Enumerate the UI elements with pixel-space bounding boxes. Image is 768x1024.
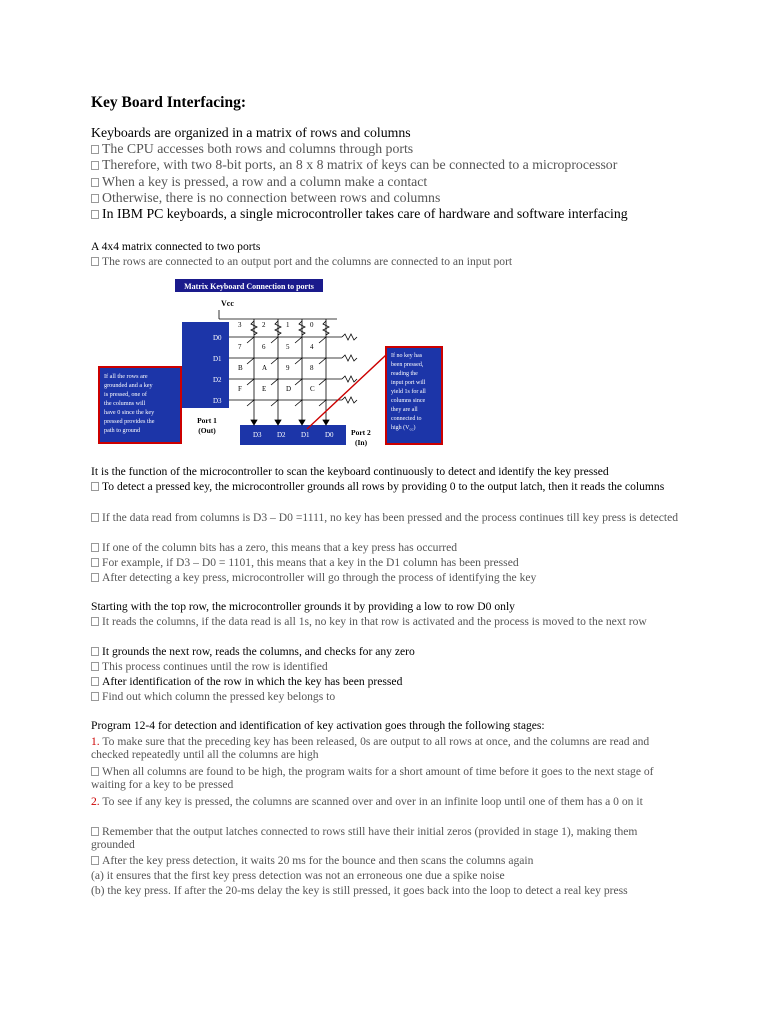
program-step-2-note: Remember that the output latches connected to rows still have their initial zeros (provided in stage 1), making them grounded	[91, 825, 638, 852]
port2-label: Port 2	[351, 428, 371, 437]
bullet-box-icon	[91, 210, 99, 219]
key-label: 8	[310, 364, 314, 372]
bullet-box-icon	[91, 767, 99, 776]
svg-text:they are all: they are all	[391, 407, 418, 413]
rowscan-bullet: It reads the columns, if the data read is all 1s, no key in that row is activated and the process is moved to the next row	[91, 615, 681, 628]
intro-bullet: Otherwise, there is no connection between rows and columns	[91, 190, 681, 206]
bullet-box-icon	[91, 827, 99, 836]
key-label: F	[238, 385, 242, 393]
key-label: D	[286, 385, 292, 393]
rowscan-heading: Starting with the top row, the microcontroller grounds it by providing a low to row D0 only	[91, 600, 515, 613]
program-item-a: (a) it ensures that the first key press detection was not an erroneous one due a spike noise	[91, 869, 505, 882]
row-resistors	[342, 334, 357, 403]
svg-text:grounded and a key: grounded and a key	[104, 382, 153, 389]
scan-bullet: If one of the column bits has a zero, this means that a key press has occurred	[91, 541, 681, 554]
bullet-box-icon	[91, 513, 99, 522]
scan-heading: It is the function of the microcontroller to scan the keyboard continuously to detect and identify the key pressed	[91, 465, 609, 478]
program-step-1: 1. To make sure that the preceding key has been released, 0s are output to all rows at once, and the columns are read and checked repeatedly until all the columns are high	[91, 735, 650, 762]
scan-bullet: To detect a pressed key, the microcontroller grounds all rows by providing 0 to the output latch, then it reads the columns	[91, 480, 681, 493]
bullet-box-icon	[91, 178, 99, 187]
column-arrows	[251, 420, 329, 425]
rowscan-bullet: This process continues until the row is identified	[91, 660, 681, 673]
port1-sub: (Out)	[198, 426, 216, 435]
key-label: 2	[262, 321, 266, 329]
key-label: 9	[286, 364, 290, 372]
diagram-title: Matrix Keyboard Connection to ports	[184, 282, 314, 291]
key-label: B	[238, 364, 243, 372]
intro-bullet: The CPU accesses both rows and columns through ports	[91, 141, 681, 157]
program-step-2: 2. To see if any key is pressed, the columns are scanned over and over in an infinite loop until one of them has a 0 on it	[91, 795, 643, 808]
key-label: 0	[310, 321, 314, 329]
scan-bullet: For example, if D3 – D0 = 1101, this means that a key in the D1 column has been pressed	[91, 556, 681, 569]
row-label: D1	[213, 355, 222, 363]
matrix-heading: A 4x4 matrix connected to two ports	[91, 240, 261, 253]
intro-heading: Keyboards are organized in a matrix of rows and columns	[91, 125, 411, 140]
col-label: D0	[325, 431, 334, 439]
matrix-bullet: The rows are connected to an output port and the columns are connected to an input port	[91, 255, 681, 268]
svg-text:yield 1s for all: yield 1s for all	[391, 389, 426, 395]
svg-text:path to ground: path to ground	[104, 427, 141, 434]
svg-text:have 0 since the key: have 0 since the key	[104, 409, 155, 416]
key-label: C	[310, 385, 315, 393]
svg-text:the columns will: the columns will	[104, 400, 146, 407]
key-label: E	[262, 385, 267, 393]
program-heading: Program 12-4 for detection and identification of key activation goes through the following stages:	[91, 719, 545, 732]
bullet-box-icon	[91, 257, 99, 266]
program-item-b: (b) the key press. If after the 20-ms delay the key is still pressed, it goes back into the loop to detect a real key press	[91, 884, 628, 897]
scan-bullet: After detecting a key press, microcontroller will go through the process of identifying the key	[91, 571, 681, 584]
port1-label: Port 1	[197, 416, 217, 425]
svg-text:reading the: reading the	[391, 371, 418, 377]
col-label: D3	[253, 431, 262, 439]
bullet-box-icon	[91, 617, 99, 626]
bullet-box-icon	[91, 194, 99, 203]
col-label: D1	[301, 431, 310, 439]
rowscan-bullet: After identification of the row in which the key has been pressed	[91, 675, 681, 688]
key-label: 1	[286, 321, 290, 329]
rowscan-bullet: Find out which column the pressed key belongs to	[91, 690, 681, 703]
key-label: 4	[310, 343, 314, 351]
row-label: D3	[213, 397, 222, 405]
port1-box	[182, 322, 229, 408]
scan-bullet: If the data read from columns is D3 – D0 =1111, no key has been pressed and the process continues till key press is detected	[91, 511, 681, 524]
col-label: D2	[277, 431, 286, 439]
bullet-box-icon	[91, 692, 99, 701]
svg-text:high (Vcc): high $(V_{cc})$	[391, 425, 416, 432]
intro-bullet: When a key is pressed, a row and a column make a contact	[91, 174, 681, 190]
program-step-2-note: After the key press detection, it waits 20 ms for the bounce and then scans the columns again	[91, 854, 681, 867]
intro-bullet: In IBM PC keyboards, a single microcontroller takes care of hardware and software interfacing	[91, 206, 681, 222]
rowscan-bullet: It grounds the next row, reads the columns, and checks for any zero	[91, 645, 681, 658]
svg-text:If no key has: If no key has	[391, 353, 423, 359]
key-label: 3	[238, 321, 242, 329]
row-label: D0	[213, 334, 222, 342]
bullet-box-icon	[91, 145, 99, 154]
vcc-label: Vcc	[221, 299, 234, 308]
matrix-keyboard-diagram	[97, 279, 447, 449]
svg-text:If all the rows are: If all the rows are	[104, 373, 148, 380]
bullet-box-icon	[91, 543, 99, 552]
bullet-box-icon	[91, 662, 99, 671]
intro-bullet: Therefore, with two 8-bit ports, an 8 x 8 matrix of keys can be connected to a microprocessor	[91, 157, 681, 173]
bullet-box-icon	[91, 482, 99, 491]
row-label: D2	[213, 376, 222, 384]
bullet-box-icon	[91, 856, 99, 865]
svg-text:connected to: connected to	[391, 416, 422, 422]
right-note	[391, 352, 426, 432]
bullet-box-icon	[91, 573, 99, 582]
svg-text:is pressed, one of: is pressed, one of	[104, 391, 147, 398]
svg-text:input port will: input port will	[391, 380, 426, 386]
svg-text:been pressed,: been pressed,	[391, 362, 424, 368]
pointer-line	[307, 355, 386, 429]
program-step-1-note: When all columns are found to be high, the program waits for a short amount of time before it goes to the next stage of waiting for a key to be pressed	[91, 765, 654, 792]
bullet-box-icon	[91, 161, 99, 170]
bullet-box-icon	[91, 558, 99, 567]
bullet-box-icon	[91, 647, 99, 656]
svg-text:columns since: columns since	[391, 398, 426, 404]
key-label: 6	[262, 343, 266, 351]
key-label: A	[262, 364, 268, 372]
key-label: 5	[286, 343, 290, 351]
svg-text:pressed provides the: pressed provides the	[104, 418, 155, 425]
port2-sub: (In)	[355, 438, 368, 447]
page-title: Key Board Interfacing:	[91, 94, 246, 111]
bullet-box-icon	[91, 677, 99, 686]
key-label: 7	[238, 343, 242, 351]
